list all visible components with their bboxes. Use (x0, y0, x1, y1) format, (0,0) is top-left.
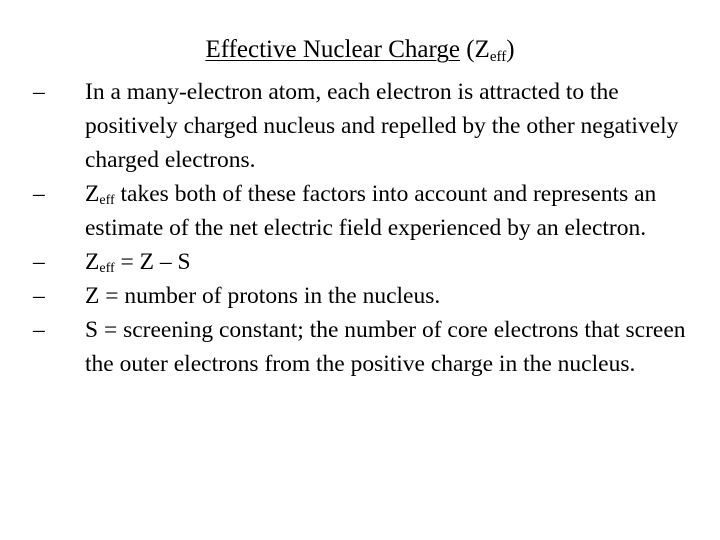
bullet-dash: – (33, 317, 45, 343)
title-close-paren: ) (506, 36, 515, 63)
bullet-list (33, 75, 703, 381)
bullet-subscript: eff (99, 261, 115, 276)
title-text: Effective Nuclear Charge (205, 36, 460, 63)
bullet-dash: – (33, 249, 45, 275)
slide-title (0, 33, 720, 67)
bullet-dash: – (33, 283, 45, 309)
bullet-text: S = screening constant; the number of core electrons that screen the outer electrons from the positive charge in the nucleus. (85, 317, 686, 377)
bullet-item (33, 75, 703, 177)
bullet-item (33, 279, 703, 313)
bullet-text: takes both of these factors into account and represents an estimate of the net electric field experienced by an electron. (85, 181, 657, 241)
bullet-dash: – (33, 181, 45, 207)
bullet-text: = Z – S (114, 249, 191, 275)
bullet-item (33, 245, 703, 279)
bullet-item (33, 313, 703, 381)
bullet-symbol: Z (85, 249, 100, 275)
title-subscript: eff (489, 49, 507, 65)
bullet-symbol: Z (85, 181, 100, 207)
title-symbol (466, 36, 514, 63)
bullet-subscript: eff (99, 193, 115, 208)
bullet-text: In a many-electron atom, each electron is attracted to the positively charged nucleus and repelled by the other negatively charged electrons. (85, 79, 679, 173)
bullet-dash: – (33, 79, 45, 105)
bullet-item (33, 177, 703, 245)
title-open-paren: (Z (466, 36, 490, 63)
bullet-text: Z = number of protons in the nucleus. (85, 283, 441, 309)
